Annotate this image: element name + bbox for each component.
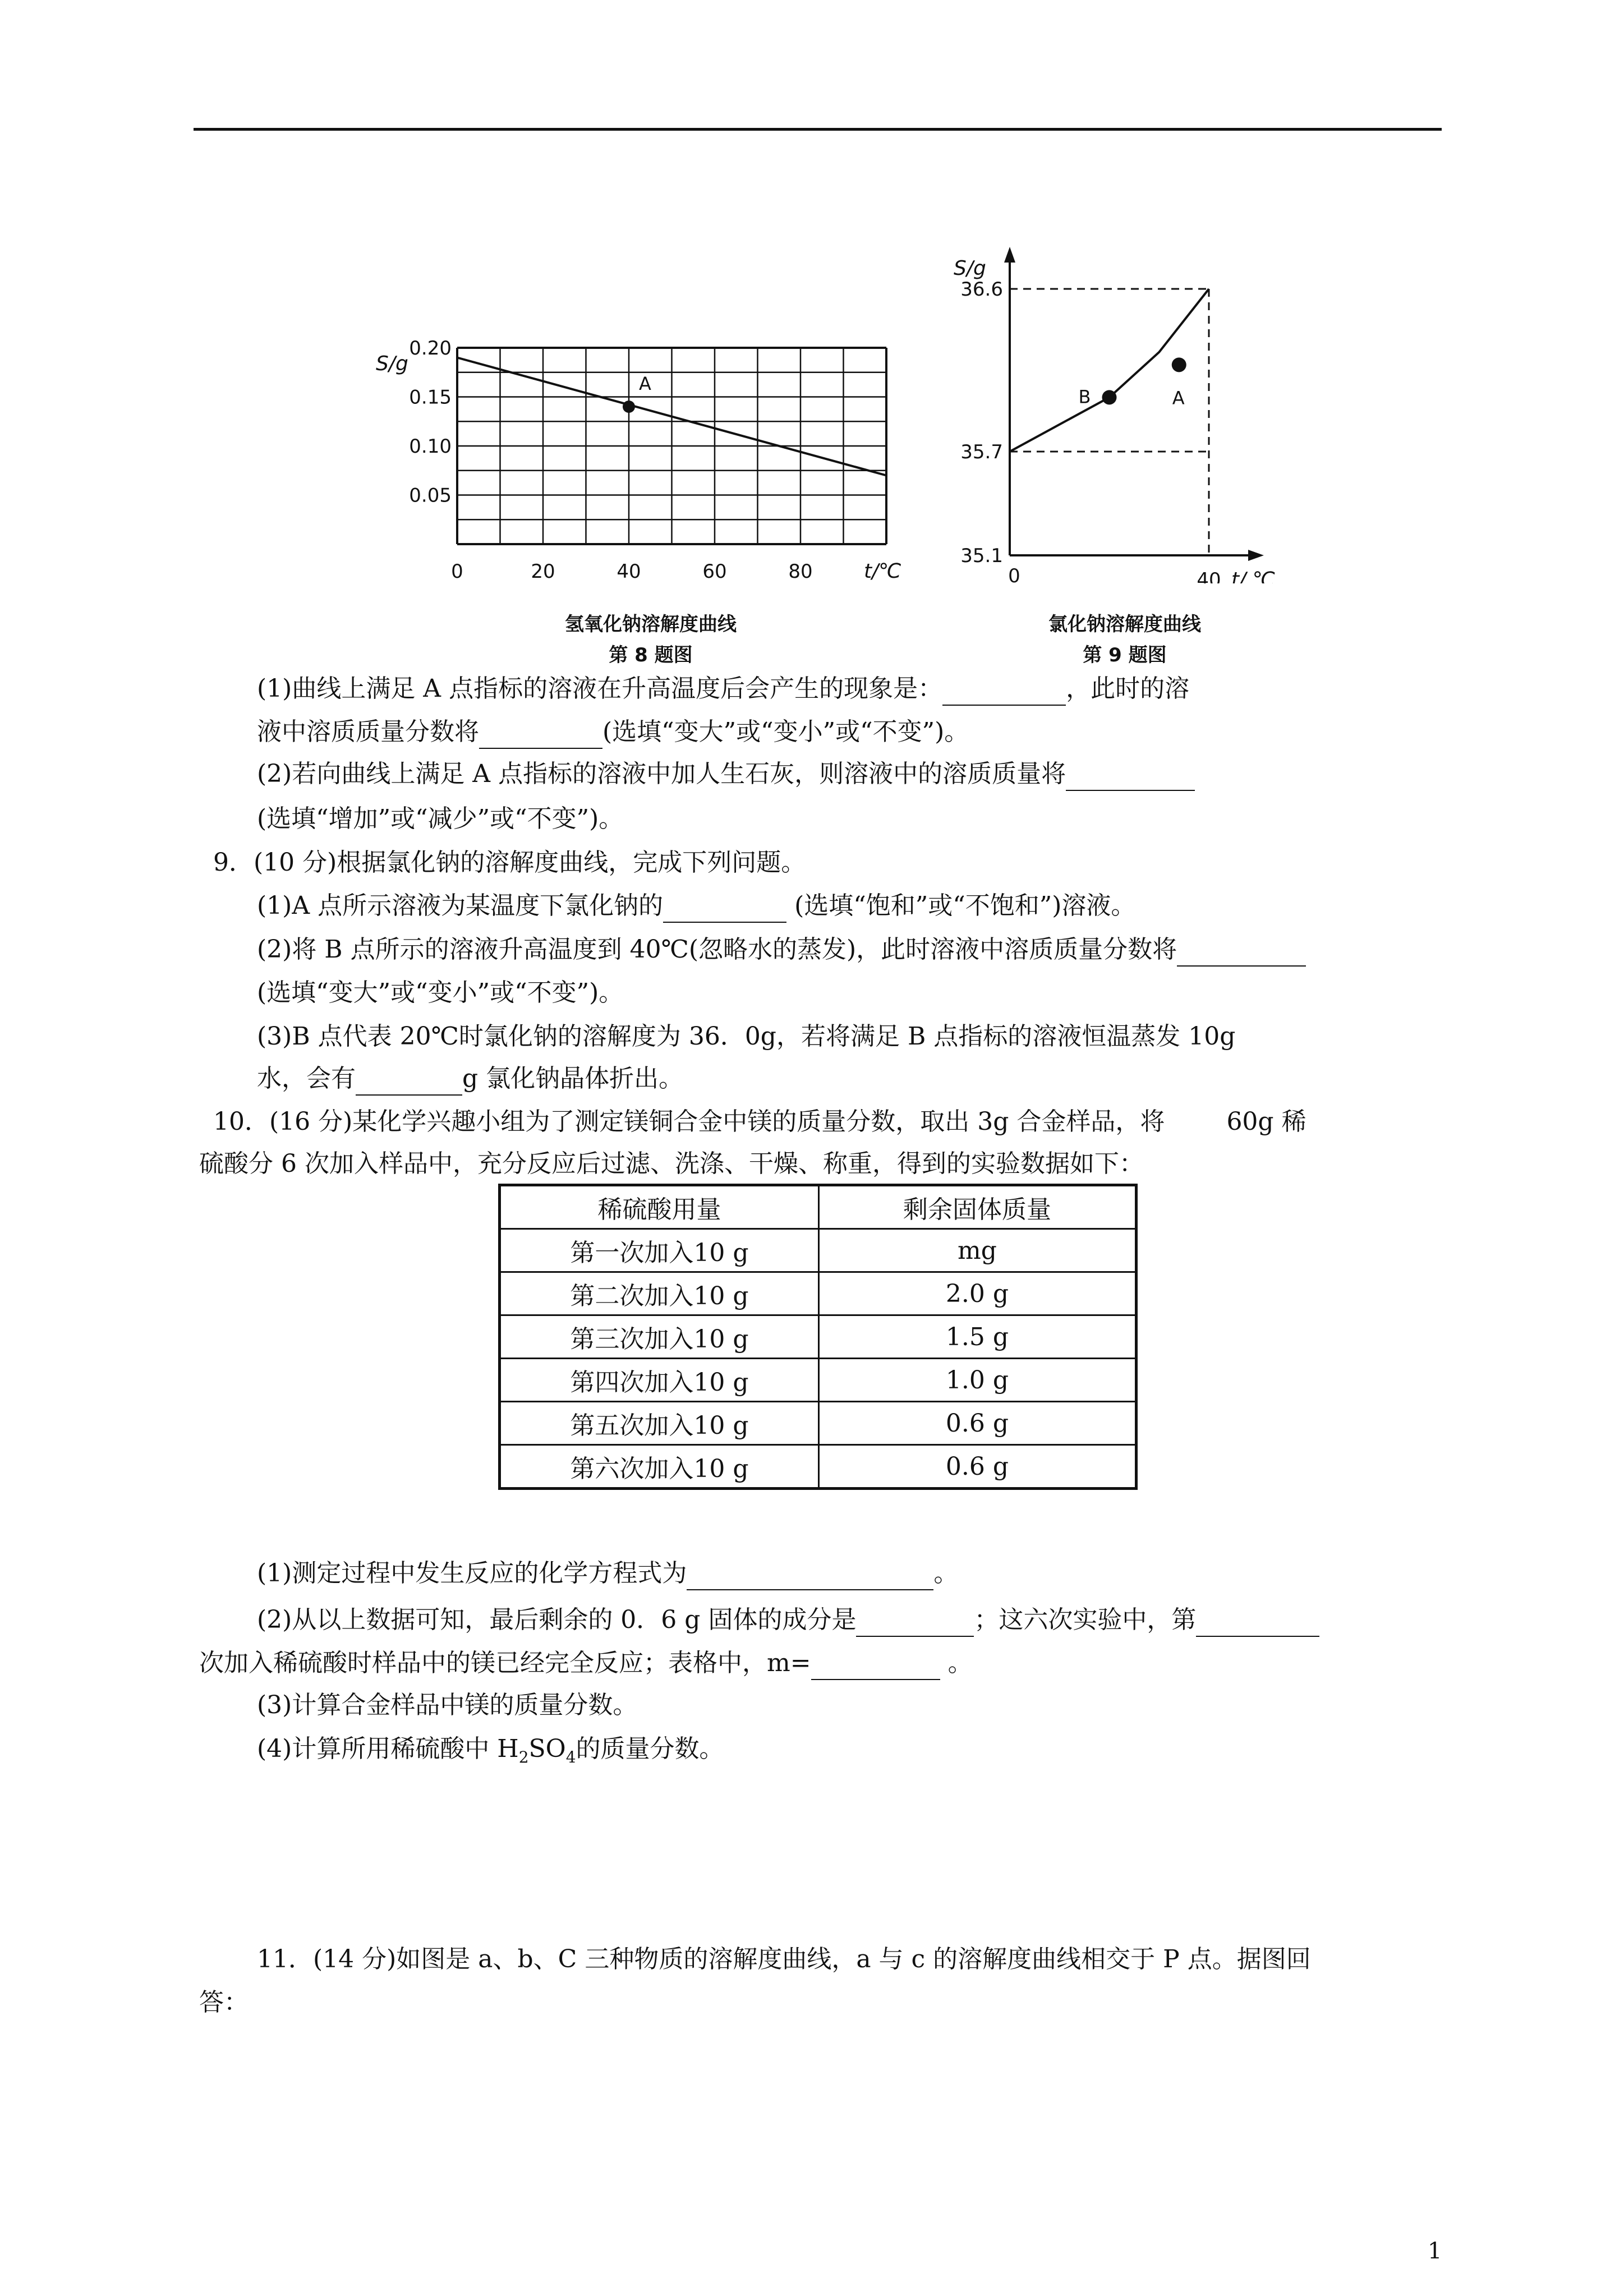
- x-tick-label: 20: [531, 560, 555, 583]
- x-tick-label: 80: [788, 560, 813, 583]
- figure-8-caption-name: 氢氧化钠溶解度曲线: [565, 613, 737, 636]
- q8-blank-fraction[interactable]: [479, 722, 602, 749]
- y-tick-label: 36.6: [960, 278, 1003, 301]
- y-tick-label: 0.05: [409, 484, 452, 507]
- table-header-residue: 剩余固体质量: [819, 1185, 1137, 1229]
- figure-9-chart: [931, 241, 1324, 586]
- table-header-acid: 稀硫酸用量: [500, 1185, 819, 1229]
- q9-blank-crystal-mass[interactable]: [356, 1069, 462, 1096]
- table-row: 第二次加入10 g 2.0 g: [500, 1272, 1137, 1315]
- q10-part1: (1)测定过程中发生反应的化学方程式为 。: [257, 1557, 958, 1590]
- q10-blank-residue[interactable]: [856, 1610, 974, 1637]
- point-b-marker: [1102, 390, 1117, 404]
- q10-part2-line1: (2)从以上数据可知，最后剩余的 0．6 g 固体的成分是 ；这六次实验中，第: [257, 1603, 1319, 1637]
- q9-stem: 9．(10 分)根据氯化钠的溶解度曲线，完成下列问题。: [213, 848, 806, 877]
- table-row: 第三次加入10 g 1.5 g: [500, 1315, 1137, 1359]
- q8-part1-line2: 液中溶质质量分数将 (选填“变大”或“变小”或“不变”)。: [257, 715, 969, 749]
- x-tick-label: 0: [451, 560, 463, 583]
- q9-blank-fraction[interactable]: [1177, 940, 1306, 967]
- q8-blank-phenomenon[interactable]: [942, 679, 1066, 706]
- y-tick-label: 0.20: [409, 337, 452, 360]
- q8-part2-line1: (2)若向曲线上满足 A 点指标的溶液中加人生石灰，则溶液中的溶质质量将: [257, 757, 1195, 791]
- figure-9-svg: [931, 241, 1324, 583]
- q10-part3: (3)计算合金样品中镁的质量分数。: [257, 1691, 638, 1719]
- q8-blank-solute[interactable]: [1066, 764, 1195, 791]
- q9-blank-saturation[interactable]: [663, 896, 786, 923]
- q10-part2-line2: 次加入稀硫酸时样品中的镁已经完全反应；表格中，m= 。: [199, 1646, 973, 1680]
- x-tick-label: 0: [1008, 565, 1020, 583]
- q11-line2: 答：: [199, 1988, 249, 2017]
- figure-9-caption-name: 氯化钠溶解度曲线: [1048, 613, 1201, 636]
- y-tick-label: 35.1: [960, 545, 1003, 567]
- q9-part2-line1: (2)将 B 点所示的溶液升高温度到 40℃(忽略水的蒸发)，此时溶液中溶质质量分数将: [257, 933, 1306, 967]
- x-tick-label: 60: [702, 560, 727, 583]
- q11-line1: 11．(14 分)如图是 a、b、C 三种物质的溶解度曲线，a 与 c 的溶解度曲线相交于 P 点。据图回: [257, 1945, 1311, 1973]
- point-a-marker: [1172, 357, 1186, 372]
- x-tick-label: 40: [1197, 569, 1221, 583]
- q10-blank-trial[interactable]: [1196, 1610, 1319, 1637]
- table-row: 第六次加入10 g 0.6 g: [500, 1445, 1137, 1489]
- figure-8-svg: [359, 337, 920, 595]
- q9-part2-line2: (选填“变大”或“变小”或“不变”)。: [257, 978, 624, 1007]
- x-tick-label: 40: [617, 560, 641, 583]
- point-a-label: A: [639, 373, 651, 394]
- q10-stem-line1: 10．(16 分)某化学兴趣小组为了测定镁铜合金中镁的质量分数，取出 3g 合金样品，将 60g 稀: [213, 1107, 1306, 1136]
- header-rule: [194, 128, 1442, 131]
- q10-blank-equation[interactable]: [687, 1563, 933, 1590]
- q10-data-table: [498, 1184, 1138, 1490]
- q9-part3-line1: (3)B 点代表 20℃时氯化钠的溶解度为 36．0g，若将满足 B 点指标的溶液恒温蒸发 10g: [257, 1022, 1236, 1051]
- q10-part4: (4)计算所用稀硫酸中 $H_2SO_4$的质量分数。: [257, 1734, 724, 1766]
- y-tick-label: 0.10: [409, 435, 452, 458]
- figure-8-chart: [359, 337, 920, 597]
- figure-9-caption-number: 第 9 题图: [1083, 644, 1167, 666]
- y-axis-arrow: [1004, 247, 1015, 263]
- q10-blank-m[interactable]: [811, 1653, 940, 1680]
- table-row: 第四次加入10 g 1.0 g: [500, 1359, 1137, 1402]
- q10-stem-line2: 硫酸分 6 次加入样品中，充分反应后过滤、洗涤、干燥、称重，得到的实验数据如下：: [199, 1149, 1144, 1178]
- y-axis-label: S/g: [954, 257, 986, 280]
- y-tick-label: 35.7: [960, 441, 1003, 463]
- q8-part2-line2: (选填“增加”或“减少”或“不变”)。: [257, 804, 624, 833]
- y-axis-label: S/g: [376, 352, 408, 375]
- x-axis-arrow: [1248, 550, 1264, 561]
- q8-part1-line1: (1)曲线上满足 A 点指标的溶液在升高温度后会产生的现象是： ，此时的溶: [257, 672, 1189, 706]
- y-tick-label: 0.15: [409, 386, 452, 409]
- x-axis-label: t/℃: [864, 560, 901, 583]
- table-row: 第五次加入10 g 0.6 g: [500, 1402, 1137, 1445]
- x-axis-label: t/ ℃: [1231, 568, 1276, 583]
- q9-part1: (1)A 点所示溶液为某温度下氯化钠的 (选填“饱和”或“不饱和”)溶液。: [257, 889, 1135, 923]
- figure-8-caption-number: 第 8 题图: [609, 644, 693, 666]
- point-a-marker: [623, 401, 635, 413]
- point-b-label: B: [1078, 386, 1091, 408]
- point-a-label: A: [1172, 387, 1185, 409]
- page-number: 1: [1428, 2238, 1442, 2264]
- table-header-row: [500, 1185, 1137, 1229]
- table-row: 第一次加入10 g mg: [500, 1229, 1137, 1272]
- q9-part3-line2: 水，会有 g 氯化钠晶体折出。: [257, 1062, 683, 1096]
